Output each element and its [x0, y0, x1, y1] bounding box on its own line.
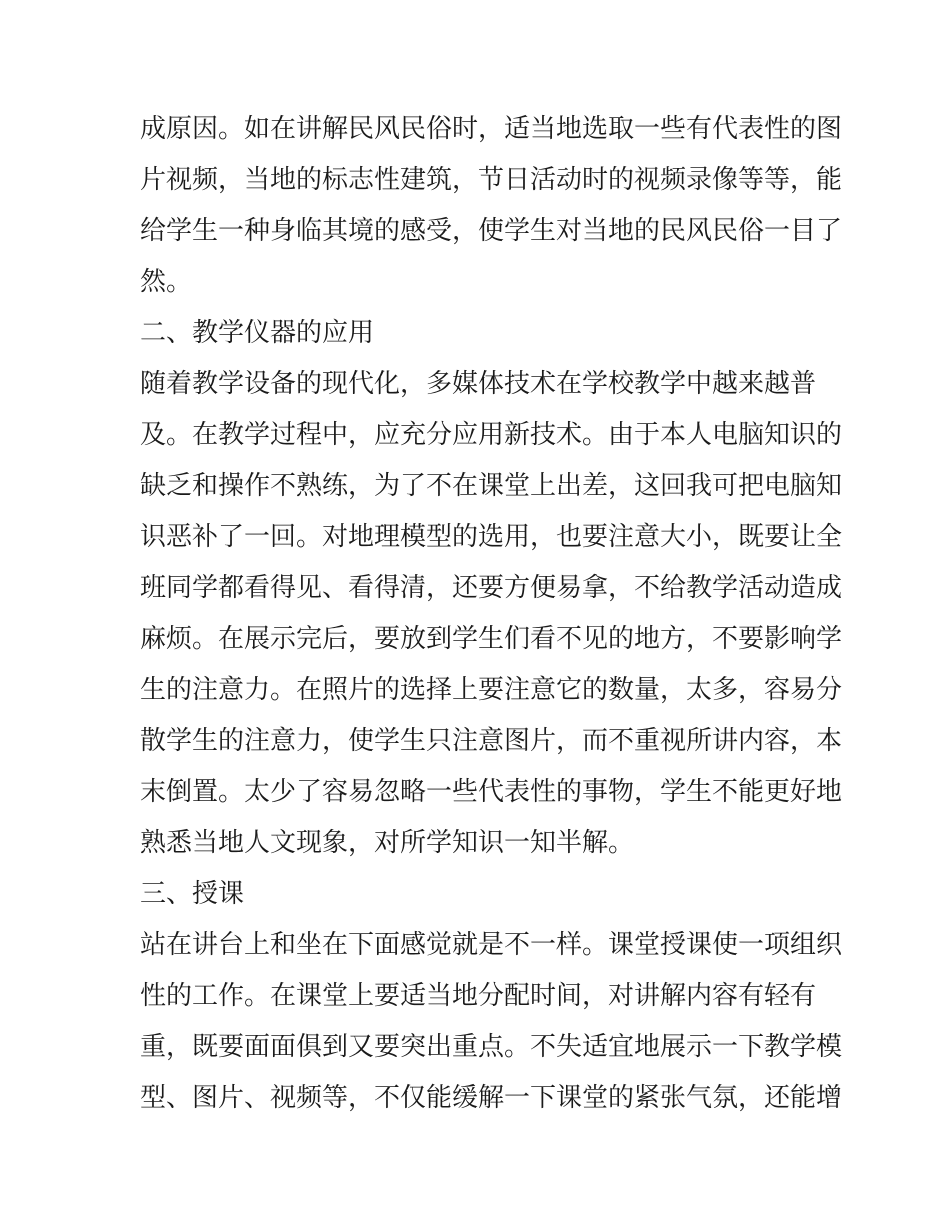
text-line: 给学生一种身临其境的感受，使学生对当地的民风民俗一目了 — [140, 216, 843, 246]
text-line: 然。 — [140, 267, 193, 297]
text-line: 及。在教学过程中，应充分应用新技术。由于本人电脑知识的 — [140, 420, 843, 450]
document-body — [140, 104, 843, 1124]
text-line: 生的注意力。在照片的选择上要注意它的数量，太多，容易分 — [140, 675, 843, 705]
text-line: 二、教学仪器的应用 — [140, 318, 375, 348]
text-line: 成原因。如在讲解民风民俗时，适当地选取一些有代表性的图 — [140, 114, 843, 144]
text-line: 班同学都看得见、看得清，还要方便易拿，不给教学活动造成 — [140, 573, 843, 603]
text-line: 缺乏和操作不熟练，为了不在课堂上出差，这回我可把电脑知 — [140, 471, 843, 501]
text-line: 站在讲台上和坐在下面感觉就是不一样。课堂授课使一项组织 — [140, 930, 843, 960]
text-line: 三、授课 — [140, 879, 245, 909]
text-line: 识恶补了一回。对地理模型的选用，也要注意大小，既要让全 — [140, 522, 843, 552]
text-line: 麻烦。在展示完后，要放到学生们看不见的地方，不要影响学 — [140, 624, 843, 654]
text-line: 片视频，当地的标志性建筑，节日活动时的视频录像等等，能 — [140, 165, 843, 195]
text-line: 末倒置。太少了容易忽略一些代表性的事物，学生不能更好地 — [140, 777, 843, 807]
text-line: 熟悉当地人文现象，对所学知识一知半解。 — [140, 828, 635, 858]
text-line: 散学生的注意力，使学生只注意图片，而不重视所讲内容，本 — [140, 726, 843, 756]
text-line: 重，既要面面俱到又要突出重点。不失适宜地展示一下教学模 — [140, 1032, 843, 1062]
text-line: 随着教学设备的现代化，多媒体技术在学校教学中越来越普 — [140, 369, 817, 399]
text-line: 性的工作。在课堂上要适当地分配时间，对讲解内容有轻有 — [140, 981, 817, 1011]
text-line: 型、图片、视频等，不仅能缓解一下课堂的紧张气氛，还能增 — [140, 1083, 843, 1113]
